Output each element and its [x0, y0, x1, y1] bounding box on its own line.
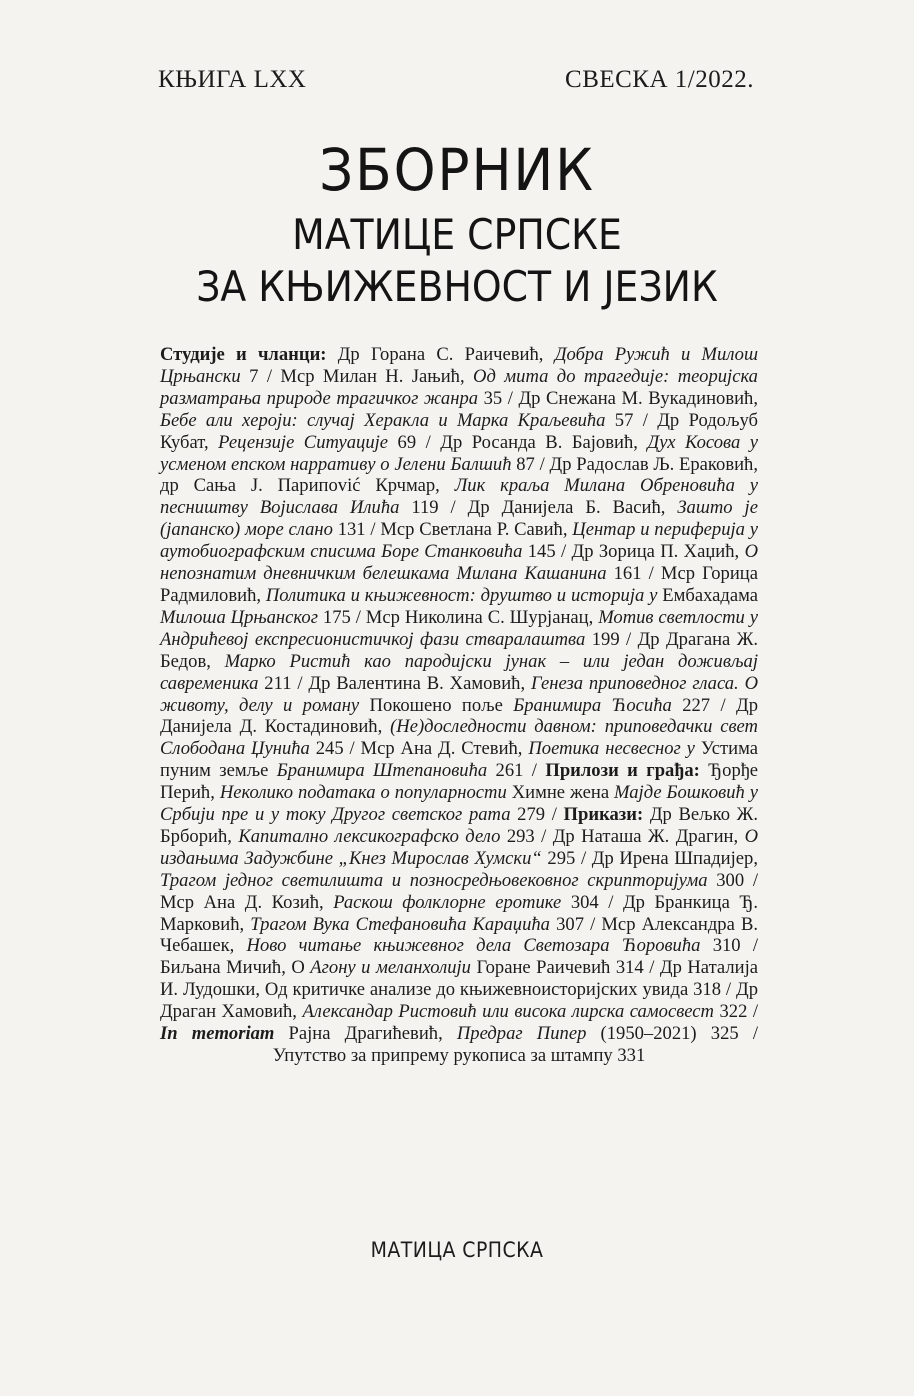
toc-text: (1950–2021) 325 / Упутство за припрему рукописа за штампу 331: [272, 1023, 758, 1066]
toc-title: Бебе али хероји: случај Херакла и Марка Краљевића: [160, 409, 606, 431]
toc-title: Од мита до трагедије: теоријска разматрања природе трагичког жанра: [160, 365, 758, 409]
toc-text: Покошено поље: [359, 694, 514, 716]
section-contributions-heading: Прилози и грађа:: [545, 760, 700, 782]
toc-text: 87 / Др Радослав Љ. Ераковић, др Сања Ј. Парипović Крчмар,: [160, 453, 758, 497]
toc-title: Александар Ристовић или висока лирска самосвест: [302, 1001, 714, 1023]
title-line-3: ЗА КЊИЖЕВНОСТ И ЈЕЗИК: [196, 262, 718, 311]
toc-text: 119 / Др Данијела Б. Васић,: [399, 497, 678, 519]
toc-text: 295 / Др Ирена Шпадијер,: [541, 847, 758, 869]
toc-text: 261 /: [487, 760, 546, 782]
title-line-2: МАТИЦЕ СРПСКЕ: [292, 210, 622, 259]
toc-text: Др Вељко Ж. Брборић,: [160, 804, 758, 847]
toc-title: О издањима Задужбине „Кнез Мирослав Хумски“: [160, 825, 759, 869]
toc-title: Политика и књижевност: друштво и историја у: [265, 584, 658, 606]
toc-text: Химне жена: [506, 782, 615, 804]
toc-title: Центар и периферија у аутобиографским списима Боре Станковића: [160, 519, 758, 563]
toc-text: 245 / Мср Ана Д. Стевић,: [309, 738, 529, 760]
book-number: КЊИГА LXX: [158, 66, 307, 93]
section-in-memoriam-heading: In memoriam: [160, 1023, 275, 1045]
toc-title: Рецензије Ситуације: [218, 431, 389, 453]
toc-title: Бранимира Ћосића: [513, 694, 672, 716]
toc-text: Горане Раичевић 314 / Др Наталија И. Лудошки, Од критичке анализе до књижевноисторијских увида 318 / Др Драган Хамовић,: [160, 957, 758, 1023]
toc-title: Мајде Бошковић у Србији пре и у току Другог светског рата: [160, 782, 758, 826]
toc-title: Бранимира Штепановића: [276, 760, 488, 782]
toc-text: 322 /: [714, 1001, 759, 1023]
toc-text: 293 / Др Наташа Ж. Драгин,: [500, 825, 745, 847]
section-reviews-heading: Прикази:: [563, 804, 644, 826]
toc-title: Предраг Пипер: [456, 1023, 587, 1045]
toc-title: Поетика несвесног у: [528, 738, 695, 760]
toc-text: 304 / Др Бранкица Ђ. Марковић,: [160, 891, 759, 935]
toc-text: 227 / Др Данијела Д. Костадиновић,: [160, 694, 759, 738]
toc-text: 7 / Мср Милан Н. Јањић,: [240, 365, 474, 387]
toc-text: 145 / Др Зорица П. Хаџић,: [522, 541, 745, 563]
toc-text: Ђорђе Перић,: [160, 760, 758, 804]
toc-text: 279 /: [510, 804, 564, 826]
toc-text: 175 / Мср Николина С. Шурјанац,: [317, 606, 599, 628]
toc-text: 131 / Мср Светлана Р. Савић,: [332, 519, 573, 541]
toc-title: Лик краља Милана Обреновића у песништву Војислава Илића: [160, 475, 758, 519]
toc-text: 300 / Мср Ана Д. Козић,: [160, 869, 758, 913]
toc-text: 199 / Др Драгана Ж. Бедов,: [160, 628, 759, 672]
toc-title: Ново читање књижевног дела Светозара Ћоровића: [246, 935, 701, 957]
title-line-1: ЗБОРНИК: [319, 136, 595, 204]
toc-text: Устима пуним земље: [160, 738, 758, 782]
toc-title: Трагом Вука Стефановића Караџића: [250, 913, 550, 935]
toc-text: 57 / Др Родољуб Кубат,: [160, 409, 758, 453]
toc-text: 69 / Др Росанда В. Бајовић,: [388, 431, 648, 453]
toc-title: Добра Ружић и Милош Црњански: [160, 344, 758, 387]
toc-text: 307 / Мср Александра В. Чебашек,: [160, 913, 758, 957]
toc-title: Марко Ристић као пародијски јунак – или један доживљај савременика: [160, 650, 758, 694]
toc-title: Неколико података о популарности: [219, 782, 507, 804]
toc-text: 211 / Др Валентина В. Хамовић,: [258, 672, 531, 694]
toc-title: Генеза приповедног гласа. О животу, делу и роману: [160, 672, 758, 716]
toc-text: 310 / Биљана Мичић, О: [160, 935, 758, 979]
toc-title: Дух Косова у усменом епском нарративу о Јелени Балшић: [160, 431, 759, 475]
issue-number: СВЕСКА 1/2022.: [565, 66, 754, 93]
toc-title: Милоша Црњанског: [160, 606, 318, 628]
toc-text: Рајна Драгићевић,: [274, 1023, 457, 1045]
toc-title: Зашто је (јапанско) море слано: [160, 497, 758, 541]
toc-text: Др Горана С. Раичевић,: [326, 344, 555, 365]
toc-text: 35 / Др Снежана М. Вукадиновић,: [478, 387, 758, 409]
toc-title: Трагом једног светилишта и позносредњовековног скрипторијума: [160, 869, 708, 891]
toc-text: Ембахадама: [657, 584, 758, 606]
toc-title: Мотив светлости у Андрићевој експресионистичкој фази стваралаштва: [160, 606, 758, 650]
toc-title: Капитално лексикографско дело: [238, 825, 501, 847]
section-studies-heading: Студије и чланци:: [160, 344, 327, 365]
toc-title: Агону и меланхолији: [310, 957, 471, 979]
table-of-contents: [160, 344, 758, 1067]
publisher-name: МАТИЦА СРПСКА: [370, 1238, 544, 1262]
toc-title: О непознатим дневничким белешкама Милана Кашанина: [160, 541, 758, 585]
toc-title: (Не)доследности давном: приповедачки свет Слободана Џунића: [160, 716, 758, 760]
toc-title: Раскош фолклорне еротике: [333, 891, 562, 913]
toc-text: 161 / Мср Горица Радмиловић,: [160, 563, 758, 606]
